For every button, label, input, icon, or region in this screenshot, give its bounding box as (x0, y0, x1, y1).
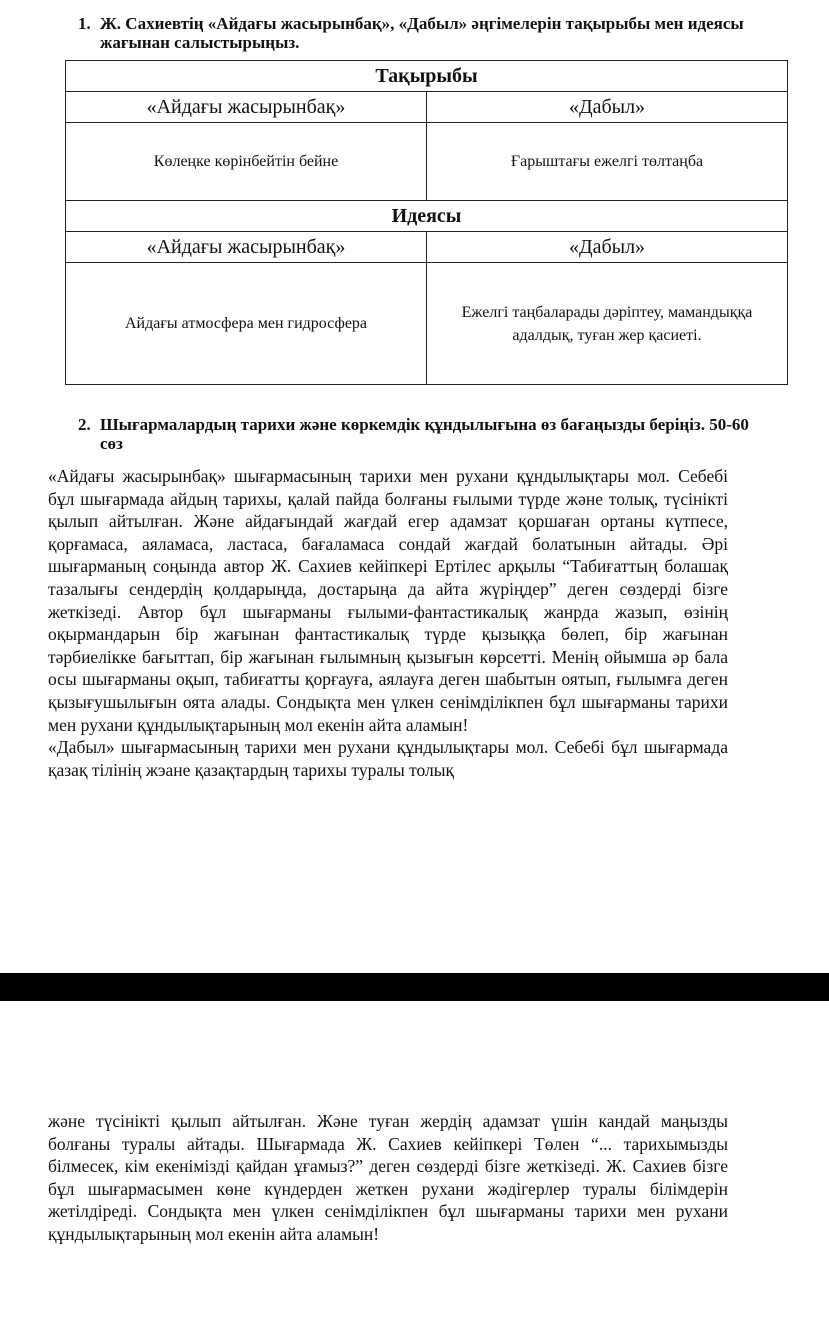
theme-col-aidagy: «Айдағы жасырынбақ» (66, 92, 427, 123)
answer-paragraph-aidagy: «Айдағы жасырынбақ» шығармасының тарихи мен рухани құндылықтары мол. Себебі бұл шығармада айдың тарихы, қалай пайда болғаны ғылыми түрде және толық, түсінікті қылып айтылған. Және айдағындай жағдай егер адамзат қоршаған ортаны күтпесе, қорғамаса, аяламаса, ластаса, бағаламаса сондай жағдай болатынын айтады. Әрі шығарманың соңында автор Ж. Сахиев кейіпкері Ертілес арқылы “Табиғаттың болашақ тазалығы сендердің қолдарыңда, достарыңа да айта жүріңдер” деген сөздерді бізге жеткізеді. Автор бұл шығарманы ғылыми-фантастикалық жанрда жазып, өзінің оқырмандарын бір жағынан фантастикалық түрде қызыққа бөлеп, бір жағынан тәрбиелікке бағыттап, бір жағынан ғылымның қызығын көрсетті. Менің ойымша әр бала осы шығарманы оқып, табиғатты қорғауға, аялауға деген шабытын оятып, ғылымға деген қызығушылығын оята алады. Сондықта мен үлкен сенімділікпен бұл шығарманы тарихи мен рухани құндылықтарының мол екенін айта аламын! (48, 466, 728, 735)
question-2-heading (78, 415, 768, 453)
idea-cell-aidagy: Айдағы атмосфера мен гидросфера (66, 263, 427, 385)
theme-cell-dabyl: Ғарыштағы ежелгі төлтаңба (427, 123, 788, 201)
question-1-number: 1. (78, 14, 91, 33)
question-1-heading (78, 14, 768, 52)
idea-col-aidagy: «Айдағы жасырынбақ» (66, 232, 427, 263)
page-separator-bar (0, 973, 829, 1001)
idea-cell-dabyl: Ежелгі таңбаларады дәріптеу, мамандыққа адалдық, туған жер қасиеті. (427, 263, 788, 385)
theme-section-header: Тақырыбы (66, 61, 788, 92)
answer-text-bottom (48, 1110, 728, 1246)
idea-section-header: Идеясы (66, 201, 788, 232)
answer-paragraph-dabyl-start: «Дабыл» шығармасының тарихи мен рухани құндылықтары мол. Себебі бұл шығармада қазақ тілінің жэане қазақтардың тарихы туралы толық (48, 737, 728, 780)
idea-col-dabyl: «Дабыл» (427, 232, 788, 263)
question-2-title: Шығармалардың тарихи және көркемдік құндылығына өз бағаңызды беріңіз. 50-60 сөз (100, 415, 749, 453)
theme-cell-aidagy: Көлеңке көрінбейтін бейне (66, 123, 427, 201)
answer-paragraph-dabyl-continued: және түсінікті қылып айтылған. Және туған жердің адамзат үшін кандай маңызды болғаны туралы айтады. Шығармада Ж. Сахиев кейіпкері Төлен “... тарихымызды білмесек, кім екенімізді қайдан ұғамыз?” деген сөздерді бізге жеткізеді. Ж. Сахиев бізге бұл шығармасымен көне күндерден жеткен рухани жәдігерлер туралы білімдерін жетілдіреді. Сондықта мен үлкен сенімділікпен бұл шығарманы тарихи мен рухани құндылықтарының мол екенін айта аламын! (48, 1111, 728, 1244)
theme-col-dabyl: «Дабыл» (427, 92, 788, 123)
question-2-number: 2. (78, 415, 91, 434)
question-1-title: Ж. Сахиевтің «Айдағы жасырынбақ», «Дабыл» әңгімелерін тақырыбы мен идеясы жағынан салыстырыңыз. (100, 14, 744, 52)
answer-text-top (48, 465, 728, 781)
comparison-table (65, 60, 788, 385)
